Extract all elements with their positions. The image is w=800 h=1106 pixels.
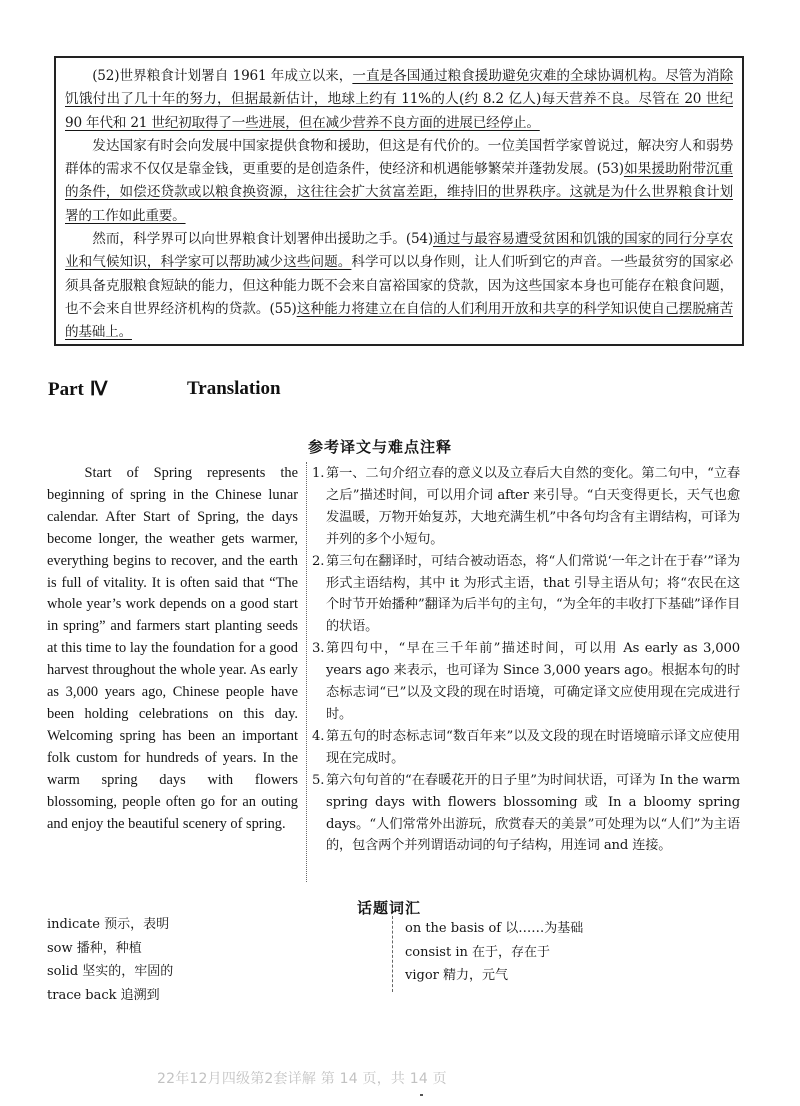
part-label: Part Ⅳ xyxy=(48,379,108,400)
vocabulary-divider xyxy=(392,916,393,992)
vocab-item: solid 坚实的，牢固的 xyxy=(47,964,174,979)
vocab-item: trace back 追溯到 xyxy=(47,987,160,1003)
vocab-item: indicate 预示，表明 xyxy=(47,917,170,932)
part-title: Translation xyxy=(187,378,281,399)
column-divider xyxy=(306,462,307,882)
underlined-sentence-53: 如果援助附带沉重的条件，如偿还贷款或以粮食换资源，这往往会扩大贫富差距，维持旧的世界秩序。这就是为什么世界粮食计划署的工作如此重要。 xyxy=(65,161,733,224)
note-item: 2. 第三句在翻译时，可结合被动语态，将“人们常说‘一年之计在于春’”译为形式主语结构，其中 it 为形式主语，that 引导主语从句；将“农民在这个时节开始播种”翻译为后半句的主句，“为全年的丰收打下基础”译作目的状语。 xyxy=(312,553,740,635)
vocab-item: sow 播种，种植 xyxy=(47,940,142,956)
vocabulary-list-left xyxy=(47,913,173,1007)
vocabulary-heading: 话题词汇 xyxy=(357,899,422,917)
page-mark xyxy=(420,1094,423,1096)
vocab-item: vigor 精力，元气 xyxy=(405,968,508,983)
note-item: 3. 第四句中，“早在三千年前”描述时间，可以用 As early as 3,000 years ago 来表示，也可译为 Since 3,000 years ago。根据本句的时态标志词“已”以及文段的现在时语境，可确定译文应使用现在完成进行时。 xyxy=(312,641,740,722)
reading-translation-box xyxy=(54,56,744,346)
underlined-sentence-52: 一直是各国通过粮食援助避免灾难的全球协调机构。尽管为消除饥饿付出了几十年的努力，但据最新估计，地球上约有 11%的人(约 8.2 亿人)每天营养不良。尽管在 20 世纪 90 年代和 21 世纪初取得了一些进展，但在减少营养不良方面的进展已经停止。 xyxy=(65,68,733,131)
english-translation: Start of Spring represents the beginning of spring in the Chinese lunar calendar. After Start of Spring, the days become longer, the weather gets warmer, everything begins to recover, and the earth is full of vitality. It is often said that “The whole year’s work depends on a good start in spring” and farmers start planting seeds at this time to lay the foundation for a good harvest throughout the whole year. As early as 3,000 years ago, Chinese people have been holding celebrations on this day. Welcoming spring has been an important folk custom for hundreds of years. In the warm spring days with flowers blossoming, people often go for an outing and enjoy the beautiful scenery of spring. xyxy=(47,465,298,832)
box-paragraph-1: (52)世界粮食计划署自 1961 年成立以来，一直是各国通过粮食援助避免灾难的全球协调机构。尽管为消除饥饿付出了几十年的努力，但据最新估计，地球上约有 11%的人(约 8.2 亿人)每天营养不良。尽管在 20 世纪 90 年代和 21 世纪初取得了一些进展，但在减少营养不良方面的进展已经停止。 xyxy=(65,68,733,131)
vocab-item: consist in 在于，存在于 xyxy=(405,944,550,960)
note-item: 1. 第一、二句介绍立春的意义以及立春后大自然的变化。第二句中，“立春之后”描述时间，可以用介词 after 来引导。“白天变得更长，天气也愈发温暖，万物开始复苏，大地充满生机”中各句均含有主谓结构，可译为并列的多个小短句。 xyxy=(312,466,740,547)
underlined-sentence-55: 这种能力将建立在自信的人们利用开放和共享的科学知识使自己摆脱痛苦的基础上。 xyxy=(65,300,733,341)
underlined-sentence-54: 通过与最容易遭受贫困和饥饿的国家的同行分享农业和气候知识，科学家可以帮助减少这些问题。 xyxy=(65,231,733,271)
notes-list xyxy=(312,463,740,857)
reference-translation-heading: 参考译文与难点注释 xyxy=(308,438,453,456)
note-item: 4. 第五句的时态标志词“数百年来”以及文段的现在时语境暗示译文应使用现在完成时。 xyxy=(312,728,740,766)
part-numeral: Ⅳ xyxy=(89,379,108,400)
box-paragraph-3: 然而，科学界可以向世界粮食计划署伸出援助之手。(54)通过与最容易遭受贫困和饥饿的国家的同行分享农业和气候知识，科学家可以帮助减少这些问题。科学可以以身作则，让人们听到它的声音。一些最贫穷的国家必须具备克服粮食短缺的能力，但这种能力既不会来自富裕国家的贷款，因为这些国家本身也可能存在粮食问题，也不会来自世界经济机构的贷款。(55)这种能力将建立在自信的人们利用开放和共享的科学知识使自己摆脱痛苦的基础上。 xyxy=(65,231,733,341)
box-paragraph-2: 发达国家有时会向发展中国家提供食物和援助，但这是有代价的。一位美国哲学家曾说过，解决穷人和弱势群体的需求不仅仅是靠金钱，更重要的是创造条件，使经济和机遇能够繁荣并蓬勃发展。(53)如果援助附带沉重的条件，如偿还贷款或以粮食换资源，这往往会扩大贫富差距，维持旧的世界秩序。这就是为什么世界粮食计划署的工作如此重要。 xyxy=(65,137,733,224)
vocabulary-list-right xyxy=(405,917,583,988)
vocab-item: on the basis of 以……为基础 xyxy=(405,921,584,936)
page-footer: 22年12月四级第2套详解 第 14 页，共 14 页 xyxy=(157,1071,447,1087)
note-item: 5. 第六句句首的“在春暖花开的日子里”为时间状语，可译为 In the warm spring days with flowers blossoming 或 In a bloomy spring days。“人们常常外出游玩，欣赏春天的美景”可处理为以“人们”为主语的，包含两个并列谓语动词的句子结构，用连词 and 连接。 xyxy=(312,772,740,854)
